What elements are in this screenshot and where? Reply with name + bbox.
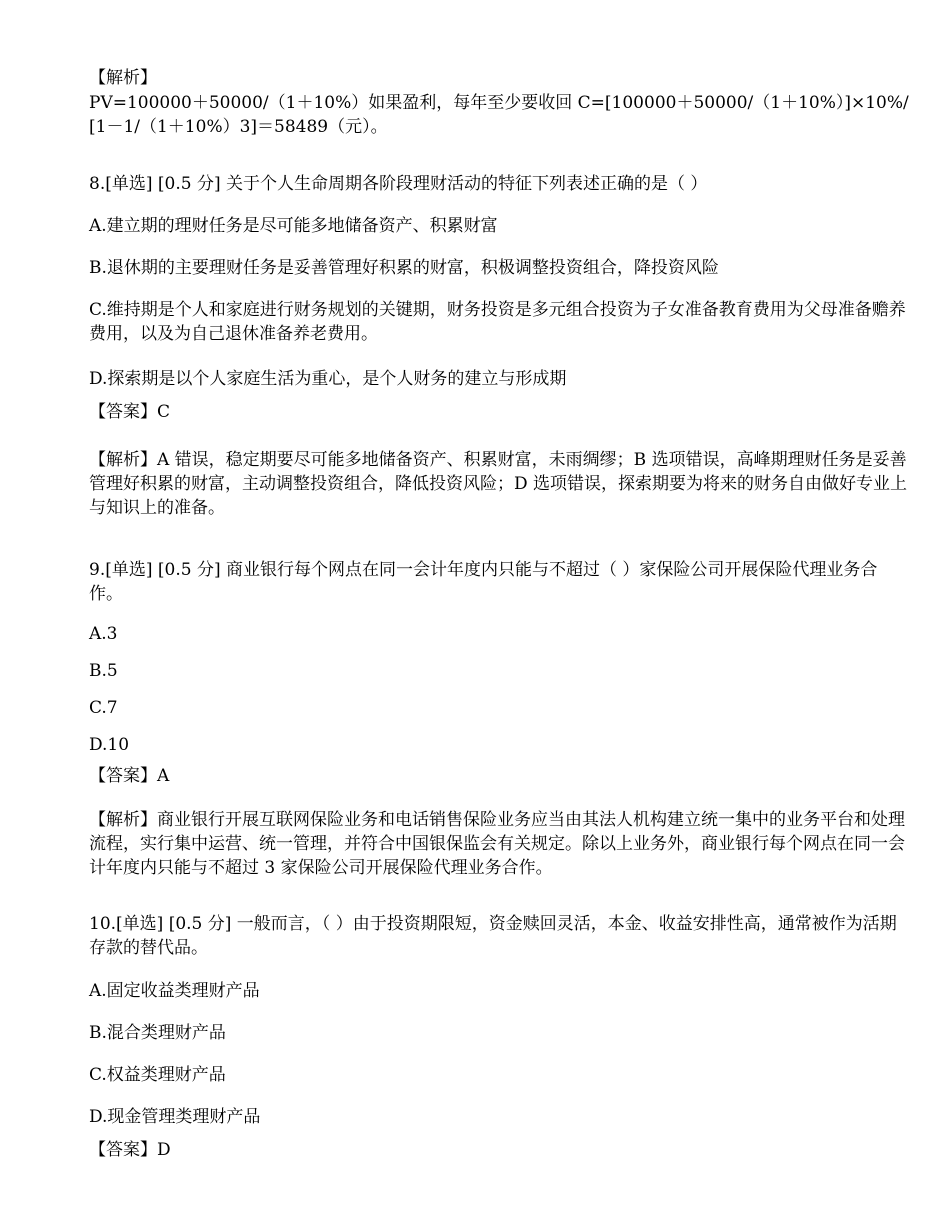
question-8-answer: 【答案】C [89,402,171,422]
question-10-option-c: C.权益类理财产品 [89,1065,226,1085]
question-10-option-b: B.混合类理财产品 [89,1023,226,1043]
question-10-stem: 10.[单选] [0.5 分] 一般而言，（ ）由于投资期限短，资金赎回灵活，本金、收益安排性高，通常被作为活期存款的替代品。 [89,914,897,958]
question-9-answer: 【答案】A [89,766,170,786]
question-10-option-a: A.固定收益类理财产品 [89,981,260,1001]
question-8-explanation: 【解析】A 错误，稳定期要尽可能多地储备资产、积累财富，未雨绸缪；B 选项错误，高峰期理财任务是妥善管理好积累的财富，主动调整投资组合，降低投资风险；D 选项错误，探索期要为将来的财务自由做好专业上与知识上的准备。 [89,450,908,518]
explanation-text: PV=100000＋50000/（1＋10%）如果盈利，每年至少要收回 C=[100000＋50000/（1＋10%）]×10%/[1－1/（1＋10%）3]＝58489（元）。 [89,93,909,137]
question-9-option-c: C.7 [89,698,118,718]
question-9-explanation: 【解析】商业银行开展互联网保险业务和电话销售保险业务应当由其法人机构建立统一集中的业务平台和处理流程，实行集中运营、统一管理，并符合中国银保监会有关规定。除以上业务外，商业银行每个网点在同一会计年度内只能与不超过 3 家保险公司开展保险代理业务合作。 [89,810,905,878]
question-8-option-d: D.探索期是以个人家庭生活为重心，是个人财务的建立与形成期 [89,369,567,389]
question-10-answer: 【答案】D [89,1140,171,1160]
question-9-stem: 9.[单选] [0.5 分] 商业银行每个网点在同一会计年度内只能与不超过（ ）家保险公司开展保险代理业务合作。 [89,560,878,604]
explanation-label: 【解析】 [89,68,157,88]
question-8-option-c: C.维持期是个人和家庭进行财务规划的关键期，财务投资是多元组合投资为子女准备教育费用为父母准备赡养费用，以及为自己退休准备养老费用。 [89,300,906,344]
question-10-option-d: D.现金管理类理财产品 [89,1107,261,1127]
question-9-option-b: B.5 [89,661,118,681]
question-9-option-a: A.3 [89,624,118,644]
question-9-option-d: D.10 [89,735,130,755]
question-8-stem: 8.[单选] [0.5 分] 关于个人生命周期各阶段理财活动的特征下列表述正确的是（ ） [89,174,708,194]
question-8-option-b: B.退休期的主要理财任务是妥善管理好积累的财富，积极调整投资组合，降投资风险 [89,258,719,278]
question-8-option-a: A.建立期的理财任务是尽可能多地储备资产、积累财富 [89,216,498,236]
